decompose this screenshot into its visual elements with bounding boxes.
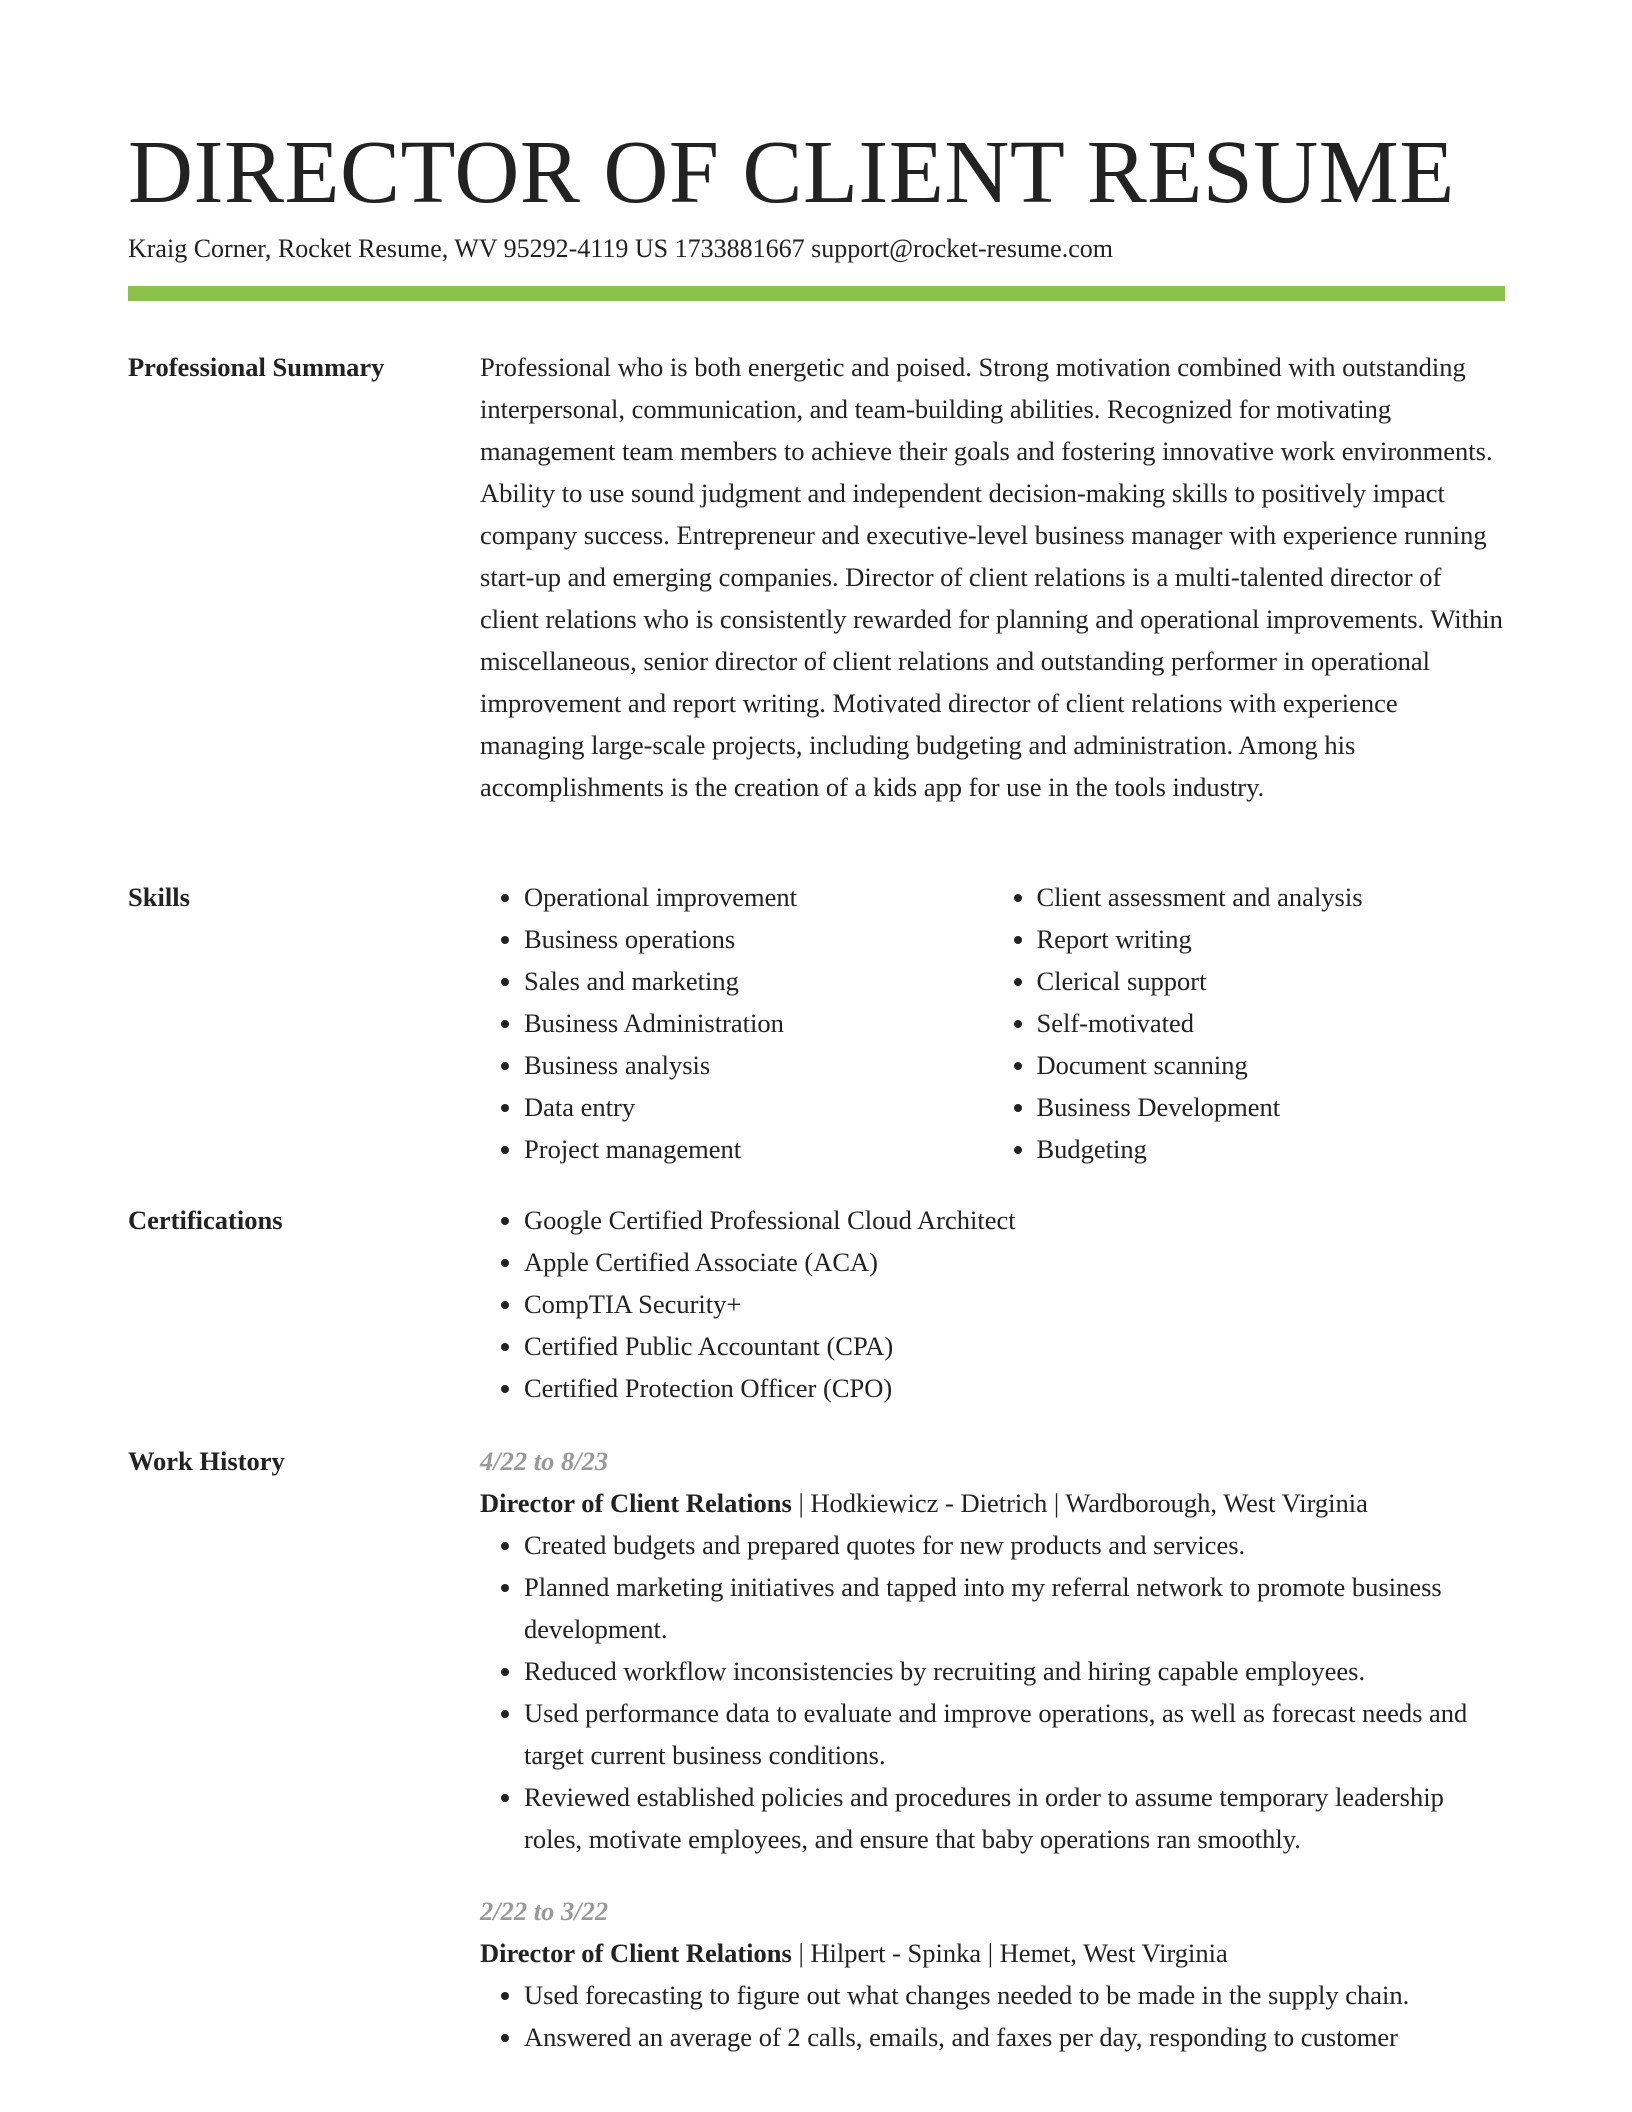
skill-item: • Project management [524,1128,993,1170]
job-dates: 4/22 to 8/23 [480,1446,609,1476]
job-bullet: • Planned marketing initiatives and tapped into my referral network to promote business development. [524,1566,1505,1650]
skill-item: • Business Development [1037,1086,1506,1128]
skill-item: • Business Administration [524,1002,993,1044]
skill-item: • Business operations [524,918,993,960]
job-details: | Hilpert - Spinka | Hemet, West Virginia [791,1938,1228,1968]
skill-item: • Operational improvement [524,876,993,918]
skill-item: • Report writing [1037,918,1506,960]
skill-item: • Business analysis [524,1044,993,1086]
certification-item: • Certified Public Accountant (CPA) [524,1325,1505,1367]
skill-item: • Self-motivated [1037,1002,1506,1044]
certifications-list [480,1199,1505,1409]
job-bullets [480,1974,1505,2058]
job-dates: 2/22 to 3/22 [480,1896,609,1926]
certification-item: • Google Certified Professional Cloud Architect [524,1199,1505,1241]
job-title-line [480,1932,1505,1974]
job-bullet: • Used performance data to evaluate and improve operations, as well as forecast needs and target current business conditions. [524,1692,1505,1776]
section-label-skills: Skills [128,882,190,912]
job-bullet: • Created budgets and prepared quotes for new products and services. [524,1524,1505,1566]
job-details: | Hodkiewicz - Dietrich | Wardborough, West Virginia [791,1488,1368,1518]
job-bullet: • Answered an average of 2 calls, emails, and faxes per day, responding to customer [524,2016,1505,2058]
job-bullet: • Reduced workflow inconsistencies by recruiting and hiring capable employees. [524,1650,1505,1692]
job-bullet: • Reviewed established policies and procedures in order to assume temporary leadership roles, motivate employees, and ensure that baby operations ran smoothly. [524,1776,1505,1860]
summary-text: Professional who is both energetic and poised. Strong motivation combined with outstanding interpersonal, communication, and team-building abilities. Recognized for motivating management team members to achieve their goals and fostering innovative work environments. Ability to use sound judgment and independent decision-making skills to positively impact company success. Entrepreneur and executive-level business manager with experience running start-up and emerging companies. Director of client relations is a multi-talented director of client relations who is consistently rewarded for planning and operational improvements. Within miscellaneous, senior director of client relations and outstanding performer in operational improvement and report writing. Motivated director of client relations with experience managing large-scale projects, including budgeting and administration. Among his accomplishments is the creation of a kids app for use in the tools industry. [480,352,1503,802]
job-title: Director of Client Relations [480,1938,792,1968]
resume-title: DIRECTOR OF CLIENT RESUME [128,123,1455,222]
contact-line: Kraig Corner, Rocket Resume, WV 95292-4119 US 1733881667 support@rocket-resume.com [128,234,1113,263]
certification-item: • CompTIA Security+ [524,1283,1505,1325]
job-title-line [480,1482,1505,1524]
skill-item: • Document scanning [1037,1044,1506,1086]
section-label-work-history: Work History [128,1446,285,1476]
job-entry [480,1890,1505,2058]
skill-item: • Budgeting [1037,1128,1506,1170]
job-title: Director of Client Relations [480,1488,792,1518]
section-label-summary: Professional Summary [128,352,385,382]
section-label-certifications: Certifications [128,1205,283,1235]
certification-item: • Certified Protection Officer (CPO) [524,1367,1505,1409]
skill-item: • Client assessment and analysis [1037,876,1506,918]
skills-column-2 [993,876,1506,1170]
job-bullet: • Used forecasting to figure out what changes needed to be made in the supply chain. [524,1974,1505,2016]
skill-item: • Data entry [524,1086,993,1128]
header-divider [128,286,1505,301]
job-entry [480,1440,1505,1860]
job-bullets [480,1524,1505,1860]
skills-column-1 [480,876,993,1170]
skill-item: • Sales and marketing [524,960,993,1002]
certification-item: • Apple Certified Associate (ACA) [524,1241,1505,1283]
skill-item: • Clerical support [1037,960,1506,1002]
